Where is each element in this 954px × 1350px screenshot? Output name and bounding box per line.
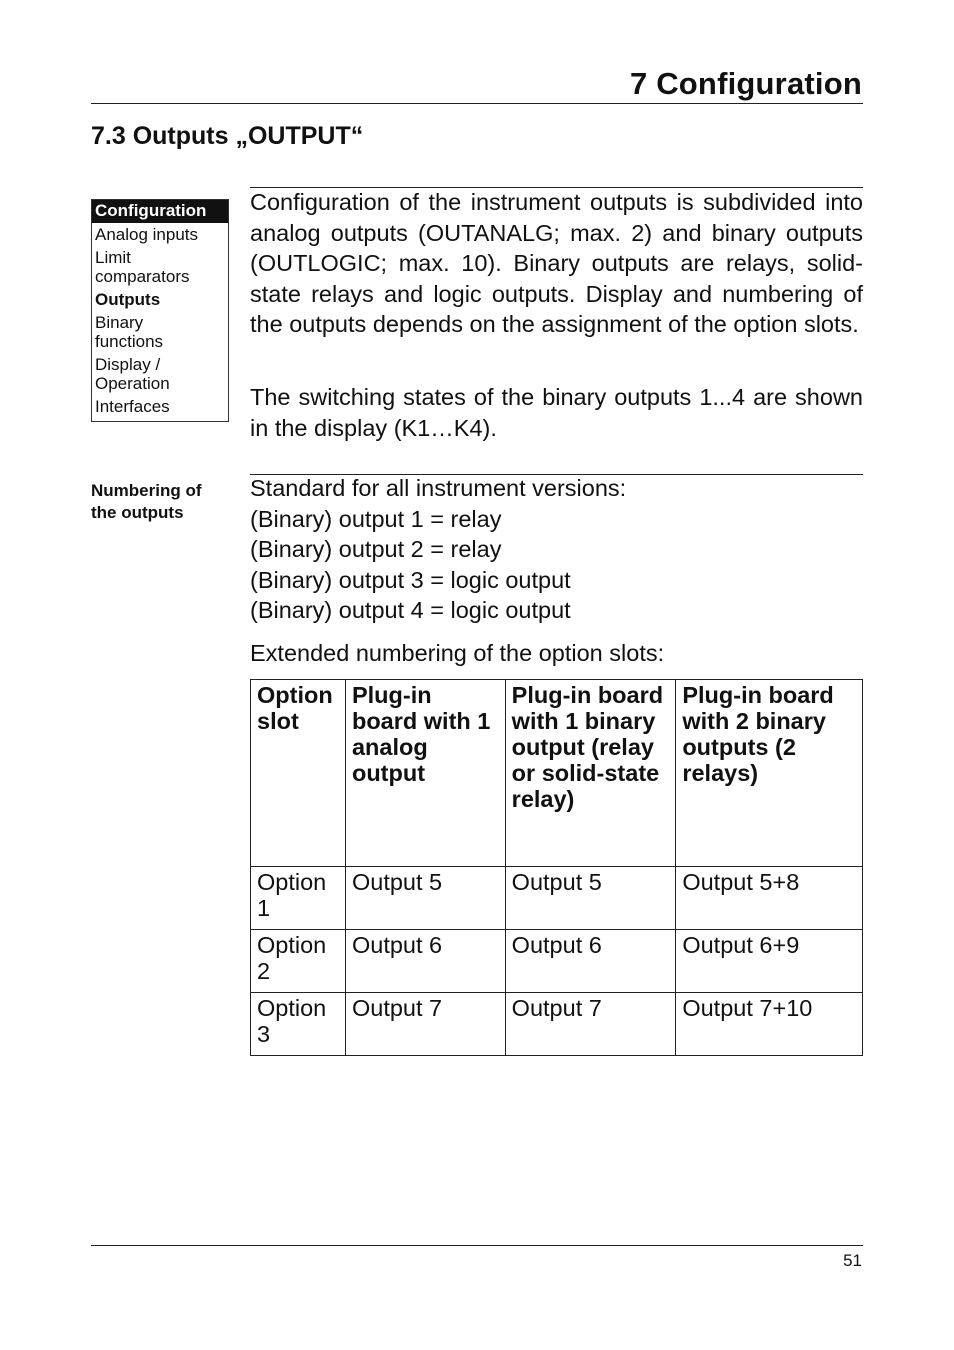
sidebar-item-outputs: Outputs [95, 290, 161, 309]
numbering-line: (Binary) output 1 = relay [250, 505, 502, 532]
sidebar-heading: Configuration [92, 200, 228, 223]
table-header-cell: Option slot [251, 680, 346, 867]
table-cell: Output 6 [345, 930, 505, 993]
numbering-line: (Binary) output 2 = relay [250, 536, 502, 562]
table-row [251, 867, 863, 930]
sidebar-item-display-operation: Display / Operation [95, 355, 170, 393]
table-cell: Output 6 [505, 930, 676, 993]
sidebar-item-limit-comparators: Limit comparators [95, 248, 190, 286]
intro-paragraph-1: Configuration of the instrument outputs is subdivided into analog outputs (OUTANALG; max. 2) and binary outputs (OUTLOGIC; max. 10). Binary outputs are relays, solid-state relays and logic outputs. Display and numbering of the outputs depends on the assignment of the option slots. [250, 189, 863, 337]
table-cell: Option 1 [251, 867, 346, 930]
table-header-cell: Plug-in board with 2 binary outputs (2 relays) [676, 680, 863, 867]
table-cell: Output 7+10 [676, 993, 863, 1056]
table-header-cell: Plug-in board with 1 binary output (relay or solid-state relay) [505, 680, 676, 867]
extended-numbering-label: Extended numbering of the option slots: [250, 640, 665, 666]
table-cell: Output 7 [345, 993, 505, 1056]
table-cell: Option 3 [251, 993, 346, 1056]
table-row [251, 993, 863, 1056]
numbering-margin-label: Numbering of the outputs [91, 481, 202, 522]
intro-paragraph-2: The switching states of the binary outputs 1...4 are shown in the display (K1…K4). [250, 384, 863, 441]
option-slots-table [250, 679, 863, 1056]
chapter-title: 7 Configuration [629, 66, 862, 101]
table-cell: Output 5 [345, 867, 505, 930]
table-cell: Output 5+8 [676, 867, 863, 930]
table-cell: Output 5 [505, 867, 676, 930]
table-cell: Option 2 [251, 930, 346, 993]
sidebar-item-analog-inputs: Analog inputs [95, 225, 199, 244]
numbering-line: Standard for all instrument versions: [250, 475, 627, 501]
sidebar-item-interfaces: Interfaces [95, 397, 170, 416]
sidebar-navigation [91, 199, 229, 422]
page-number: 51 [843, 1251, 862, 1270]
table-row [251, 930, 863, 993]
numbering-line: (Binary) output 3 = logic output [250, 566, 571, 593]
header-divider [91, 103, 863, 104]
table-cell: Output 7 [505, 993, 676, 1056]
table-header-cell: Plug-in board with 1 analog output [345, 680, 505, 867]
table-cell: Output 6+9 [676, 930, 863, 993]
section-title: 7.3 Outputs „OUTPUT“ [91, 122, 364, 150]
footer-divider [91, 1245, 863, 1246]
numbering-line: (Binary) output 4 = logic output [250, 597, 571, 623]
sidebar-item-binary-functions: Binary functions [95, 313, 164, 351]
table-header-row [251, 680, 863, 867]
